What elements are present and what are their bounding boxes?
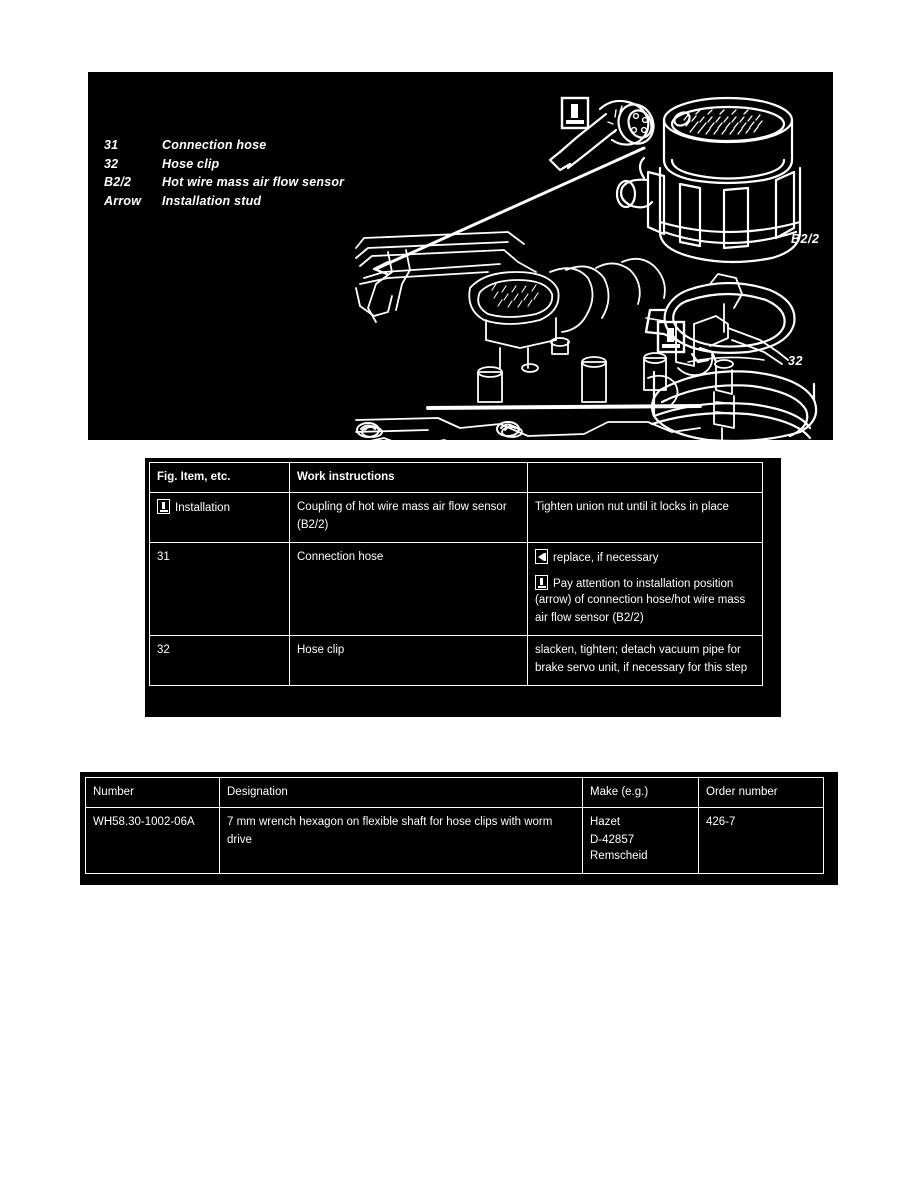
legend-item bbox=[104, 136, 344, 155]
note-paragraph bbox=[535, 575, 755, 626]
installation-note-icon-top bbox=[562, 98, 588, 128]
table-header-row bbox=[86, 778, 824, 808]
column-header-make: Make (e.g.) bbox=[583, 778, 699, 808]
column-header-designation: Designation bbox=[220, 778, 583, 808]
cell-note bbox=[528, 543, 763, 636]
figure-illustration-block bbox=[88, 72, 833, 457]
installation-icon bbox=[157, 499, 170, 514]
column-header-work-instructions: Work instructions bbox=[290, 463, 528, 493]
instruction-line: Coupling of hot wire mass air flow sensor bbox=[297, 501, 507, 513]
callout-clip: 32 bbox=[788, 354, 803, 368]
note-paragraph bbox=[535, 499, 755, 515]
note-line: (arrow) of connection hose/hot wire mass bbox=[535, 594, 746, 606]
cell-instruction bbox=[290, 543, 528, 636]
legend-key: 31 bbox=[104, 138, 119, 152]
table-row bbox=[150, 636, 763, 686]
legend-key: Arrow bbox=[104, 193, 142, 208]
instruction-line: Connection hose bbox=[297, 551, 384, 563]
make-line: Hazet bbox=[590, 816, 621, 828]
table-row bbox=[150, 543, 763, 636]
technical-illustration bbox=[88, 72, 833, 440]
note-line: Pay attention to installation position bbox=[553, 578, 734, 590]
cell-tool-make bbox=[583, 808, 699, 874]
installation-icon bbox=[535, 575, 548, 590]
designation-line: 7 mm wrench hexagon on flexible shaft for hose clips with worm bbox=[227, 816, 553, 828]
instruction-line: (B2/2) bbox=[297, 519, 329, 531]
column-header-order-number: Order number bbox=[699, 778, 824, 808]
designation-line: drive bbox=[227, 834, 252, 846]
cell-item-32: 32 bbox=[150, 636, 290, 686]
column-header-fig-item: Fig. Item, etc. bbox=[150, 463, 290, 493]
replace-icon bbox=[535, 549, 548, 564]
note-line: air flow sensor (B2/2) bbox=[535, 612, 644, 624]
tools-table-block bbox=[80, 772, 838, 885]
column-header-number: Number bbox=[86, 778, 220, 808]
callout-sensor: B2/2 bbox=[791, 232, 820, 246]
item-label: Installation bbox=[175, 502, 230, 514]
work-instructions-table-block bbox=[145, 458, 781, 717]
work-instructions-table bbox=[149, 462, 763, 686]
cell-tool-order-number: 426-7 bbox=[699, 808, 824, 874]
legend-key: 32 bbox=[104, 156, 119, 171]
table-header-row bbox=[150, 463, 763, 493]
legend-value: Hot wire mass air flow sensor bbox=[162, 175, 345, 189]
table-row bbox=[86, 808, 824, 874]
legend-value: Installation stud bbox=[162, 193, 262, 208]
legend-key: B2/2 bbox=[104, 175, 132, 189]
note-line: slacken, tighten; detach vacuum pipe for bbox=[535, 644, 741, 656]
cell-instruction bbox=[290, 636, 528, 686]
note-line: Tighten union nut until it locks in place bbox=[535, 501, 729, 513]
column-header-notes bbox=[528, 463, 763, 493]
tools-table bbox=[85, 777, 824, 874]
cell-note bbox=[528, 493, 763, 543]
legend-item bbox=[104, 192, 344, 211]
note-line: brake servo unit, if necessary for this step bbox=[535, 662, 748, 674]
callout-hose: 31 bbox=[798, 443, 813, 457]
legend-value: Hose clip bbox=[162, 156, 220, 171]
cell-tool-designation bbox=[220, 808, 583, 874]
note-line: replace, if necessary bbox=[553, 552, 659, 564]
installation-note-icon-bottom bbox=[658, 322, 684, 352]
legend-item bbox=[104, 155, 344, 174]
cell-item-installation bbox=[150, 493, 290, 543]
legend-value: Connection hose bbox=[162, 138, 267, 152]
instruction-line: Hose clip bbox=[297, 644, 345, 656]
legend-item bbox=[104, 173, 344, 192]
note-paragraph bbox=[535, 549, 755, 566]
cell-tool-number: WH58.30-1002-06A bbox=[86, 808, 220, 874]
figure-legend bbox=[104, 136, 344, 210]
cell-instruction bbox=[290, 493, 528, 543]
make-line: D-42857 Remscheid bbox=[590, 834, 648, 862]
cell-note bbox=[528, 636, 763, 686]
table-row bbox=[150, 493, 763, 543]
cell-item-31: 31 bbox=[150, 543, 290, 636]
